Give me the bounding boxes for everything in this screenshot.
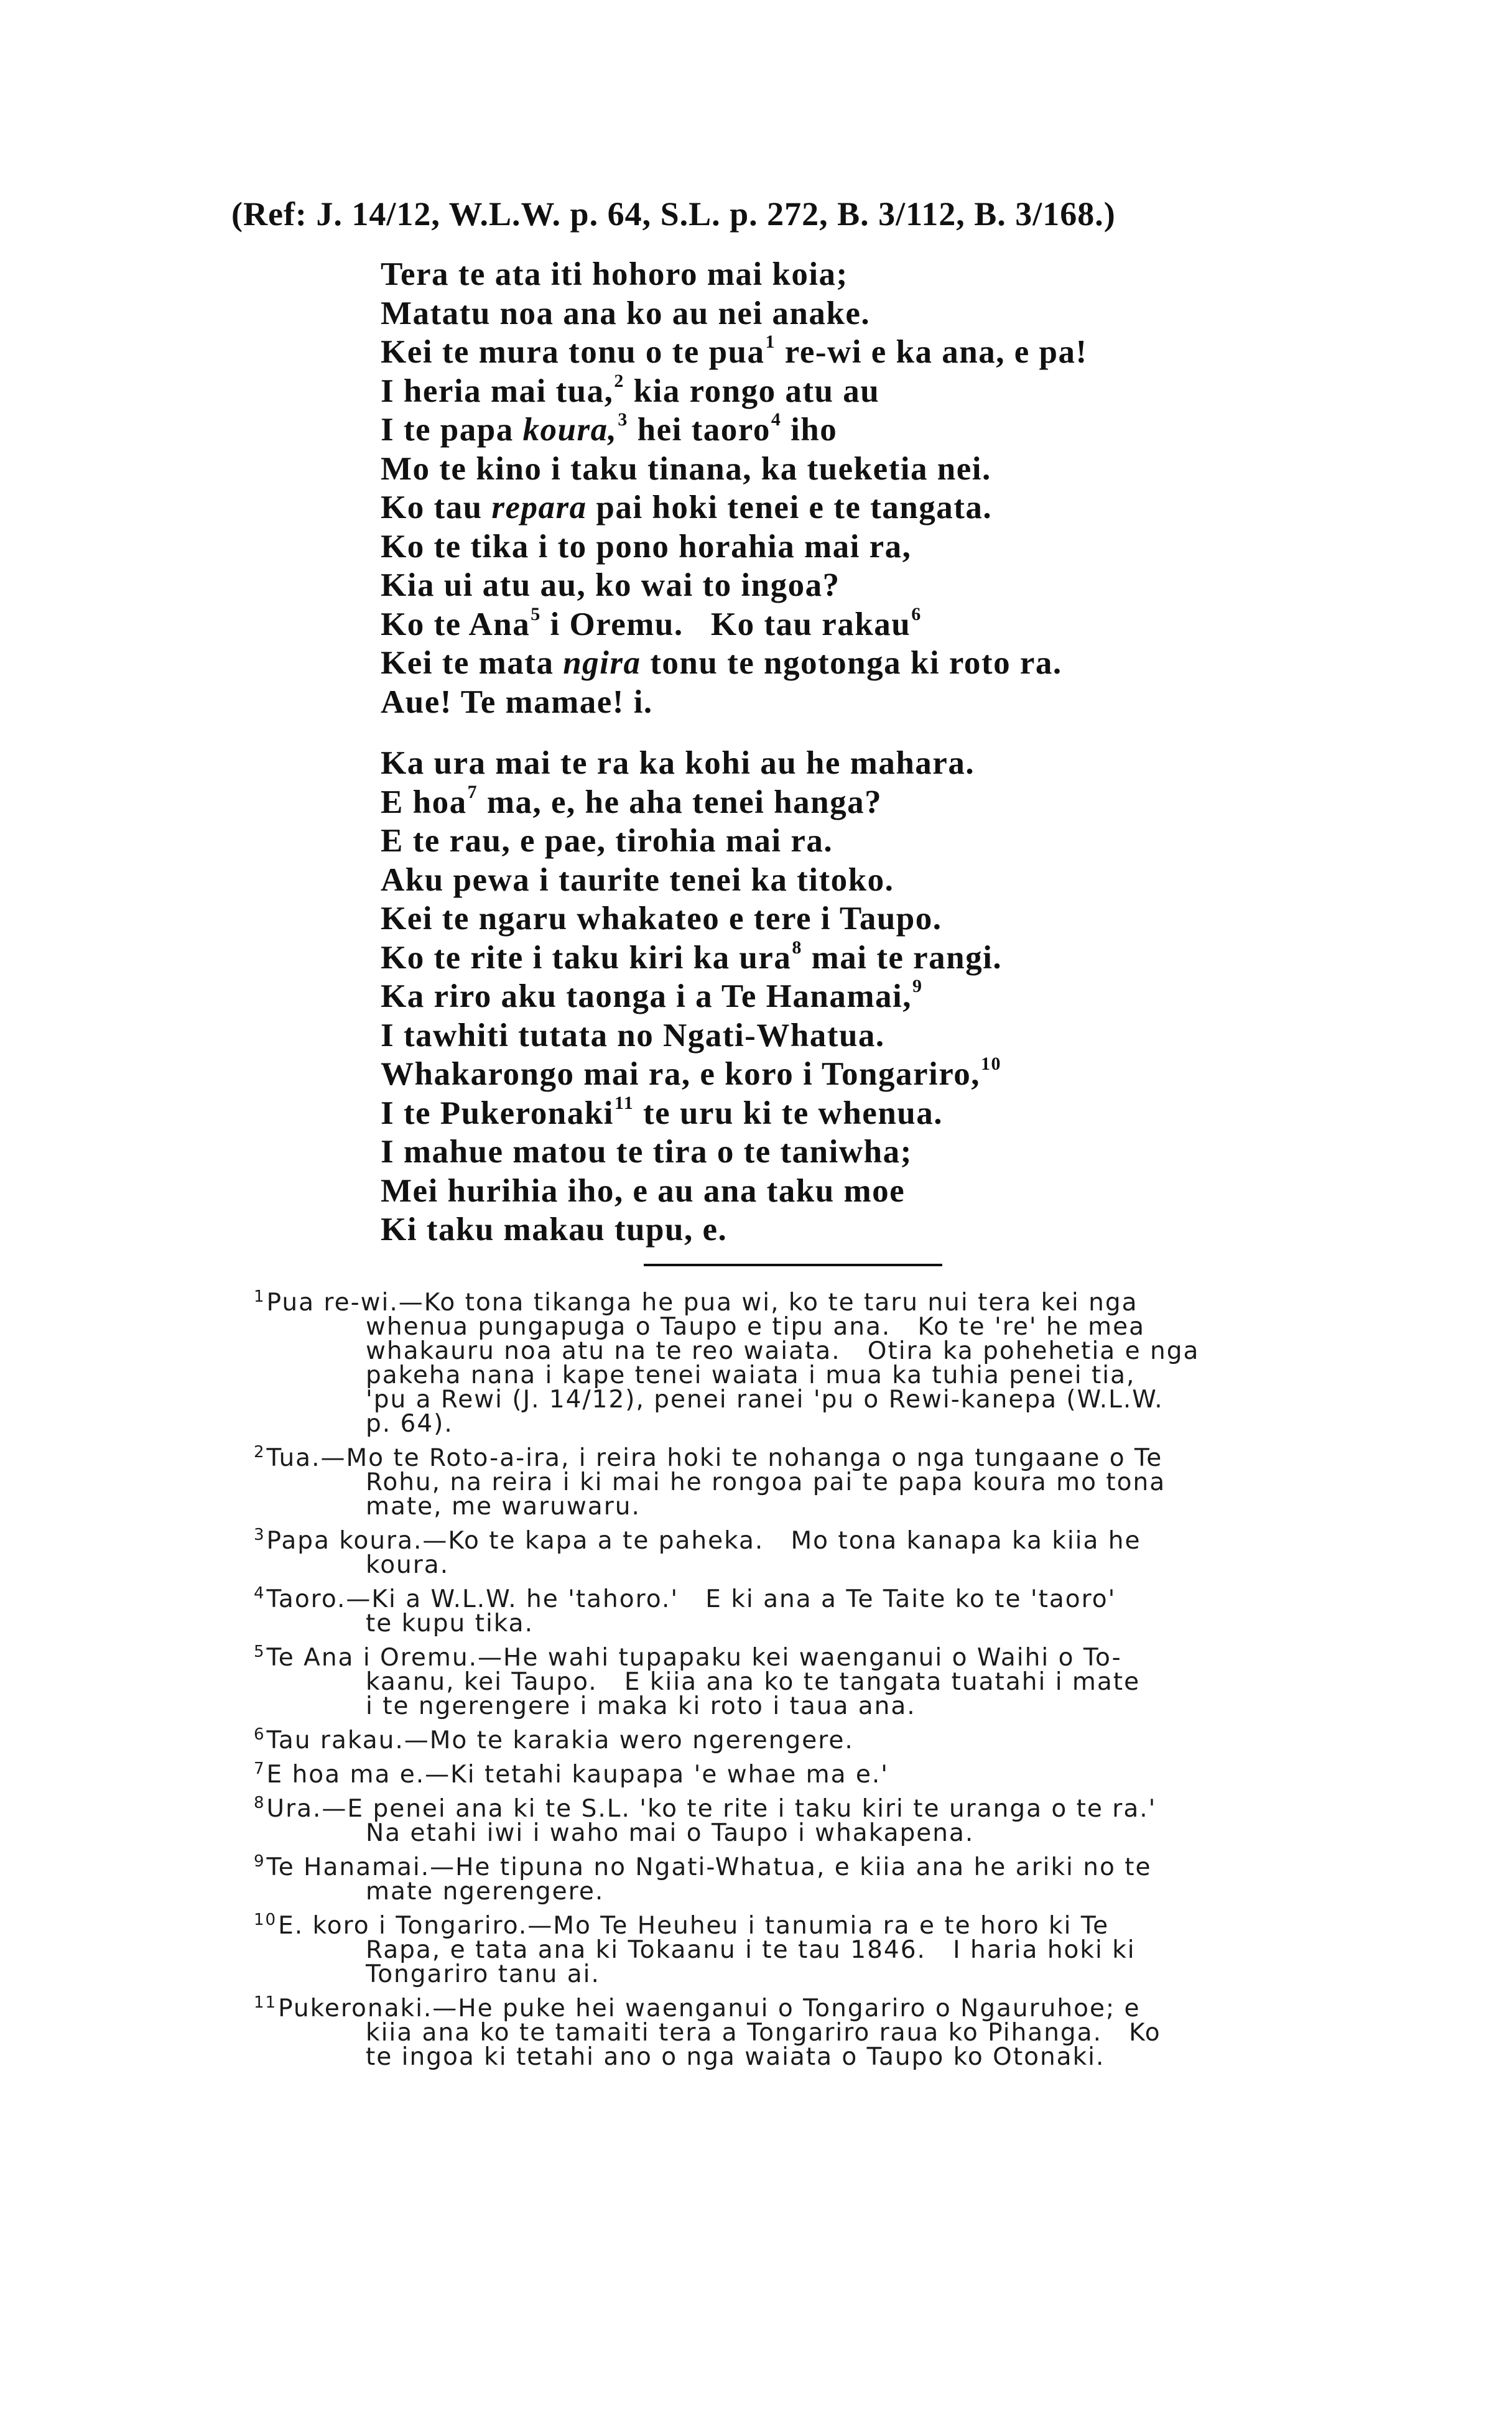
poem-line [381, 977, 1438, 1016]
poem-stanza [381, 255, 1438, 721]
footnote [254, 1993, 1348, 2071]
footnote-text: Tongariro tanu ai. [366, 1960, 600, 1988]
poem-line [381, 255, 1438, 294]
footnote-marker: 2 [614, 370, 624, 391]
footnote-number: 9 [254, 1852, 266, 1871]
footnote-line [254, 1443, 1348, 1472]
footnote-number: 8 [254, 1794, 266, 1812]
poem-line [381, 566, 1438, 605]
footnote-text: kiia ana ko te tamaiti tera a Tongariro raua ko Pihanga. Ko [366, 2019, 1161, 2047]
footnote-line [254, 1388, 1348, 1412]
poem-line [381, 450, 1438, 489]
footnote-text: i te ngerengere i maka ki roto i taua ana. [366, 1692, 916, 1720]
footnote-text: Pua re-wi.—Ko tona tikanga he pua wi, ko te taru nui tera kei nga [266, 1289, 1138, 1317]
footnote-number: 4 [254, 1584, 266, 1603]
footnote-line [254, 1287, 1348, 1317]
footnote-text: whakauru noa atu na te reo waiata. Otira ka pohehetia e nga [366, 1337, 1200, 1365]
line-text: Ka riro aku taonga i a Te Hanamai, [381, 978, 912, 1014]
footnote [254, 1526, 1348, 1579]
footnote-marker: 11 [614, 1092, 634, 1113]
footnote [254, 1643, 1348, 1720]
footnote-line [254, 1611, 1348, 1636]
italic-word: repara [491, 489, 587, 526]
footnote-line [254, 1794, 1348, 1823]
footnote-number: 3 [254, 1526, 266, 1544]
line-text: Kei te mata [381, 645, 564, 681]
footnote-text: Te Hanamai.—He tipuna no Ngati-Whatua, e kiia ana he ariki no te [266, 1853, 1152, 1881]
footnote-text: E. koro i Tongariro.—Mo Te Heuheu i tanumia ra e te horo ki Te [278, 1912, 1110, 1940]
footnote-line [254, 1315, 1348, 1339]
footnote-line [254, 1494, 1348, 1519]
poem-stanza [381, 744, 1438, 1249]
poem-line [381, 1055, 1438, 1094]
footnote-line [254, 1911, 1348, 1940]
footnote-line [254, 1694, 1348, 1718]
line-text: Ka ura mai te ra ka kohi au he mahara. [381, 745, 975, 781]
footnote-marker: 6 [911, 603, 922, 624]
poem-line [381, 822, 1438, 861]
line-text: I heria mai tua, [381, 373, 614, 409]
poem-line [381, 899, 1438, 938]
line-text: tonu te ngotonga ki roto ra. [641, 645, 1062, 681]
poem-line [381, 1016, 1438, 1055]
footnote [254, 1911, 1348, 1988]
footnote-line [254, 2045, 1348, 2069]
poem-line [381, 783, 1438, 822]
line-text: I mahue matou te tira o te taniwha; [381, 1134, 912, 1170]
footnote-line [254, 1363, 1348, 1388]
footnote-line [254, 1821, 1348, 1845]
footnote-text: Tau rakau.—Mo te karakia wero ngerengere. [266, 1726, 854, 1754]
footnote-marker: 7 [467, 781, 478, 802]
line-text: hei taoro [628, 412, 771, 448]
footnote-line [254, 1584, 1348, 1613]
line-text: iho [781, 412, 838, 448]
poem-line [381, 644, 1438, 683]
line-text: I tawhiti tutata no Ngati-Whatua. [381, 1017, 885, 1054]
line-text: Tera te ata iti hohoro mai koia; [381, 256, 848, 292]
line-text: Kei te mura tonu o te pua [381, 334, 765, 370]
footnote-text: te ingoa ki tetahi ano o nga waiata o Taupo ko Otonaki. [366, 2043, 1105, 2071]
line-text: pai hoki tenei e te tangata. [587, 489, 993, 526]
line-text: I te Pukeronaki [381, 1095, 614, 1131]
footnote-line [254, 1938, 1348, 1962]
footnote-number: 6 [254, 1725, 266, 1744]
footnote-text: pakeha nana i kape tenei waiata i mua ka tuhia penei tia, [366, 1361, 1136, 1389]
line-text: Ko tau [381, 489, 492, 526]
footnote [254, 1759, 1348, 1789]
line-text: Mei hurihia iho, e au ana taku moe [381, 1172, 906, 1209]
footnote-text: Papa koura.—Ko te kapa a te paheka. Mo tona kanapa ka kiia he [266, 1527, 1141, 1555]
footnote [254, 1794, 1348, 1847]
italic-word: ngira [563, 645, 641, 681]
footnote-number: 11 [254, 1993, 277, 2012]
footnote-marker: 9 [912, 976, 923, 996]
poem-line [381, 410, 1438, 450]
poem-line [381, 1133, 1438, 1172]
footnote-text: Pukeronaki.—He puke hei waenganui o Tongariro o Ngauruhoe; e [278, 1995, 1141, 2023]
poem-line [381, 294, 1438, 333]
footnote-text: Ura.—E penei ana ki te S.L. 'ko te rite i taku kiri te uranga o te ra.' [266, 1795, 1157, 1823]
line-text: I te papa [381, 412, 523, 448]
line-text: mai te rangi. [802, 939, 1003, 976]
footnote-line [254, 1643, 1348, 1672]
poem-line [381, 861, 1438, 900]
footnote-text: p. 64). [366, 1410, 453, 1438]
line-text: i Oremu. Ko tau rakau [540, 606, 911, 642]
poem-line [381, 333, 1438, 372]
italic-word: koura, [522, 412, 618, 448]
footnote-text: whenua pungapuga o Taupo e tipu ana. Ko te 're' he mea [366, 1313, 1146, 1341]
line-text: Whakarongo mai ra, e koro i Tongariro, [381, 1056, 981, 1092]
footnote-line [254, 1470, 1348, 1494]
footnote-line [254, 1759, 1348, 1789]
footnote-marker: 8 [792, 937, 802, 958]
line-text: Ki taku makau tupu, e. [381, 1212, 728, 1248]
line-text: Ko te rite i taku kiri ka ura [381, 939, 792, 976]
line-text: re-wi e ka ana, e pa! [776, 334, 1088, 370]
footnote-text: Tua.—Mo te Roto-a-ira, i reira hoki te nohanga o nga tungaane o Te [266, 1444, 1163, 1472]
footnote [254, 1443, 1348, 1521]
footnote-line [254, 1879, 1348, 1904]
footnote-text: Taoro.—Ki a W.L.W. he 'tahoro.' E ki ana a Te Taite ko te 'taoro' [266, 1585, 1116, 1613]
poem-line [381, 1094, 1438, 1133]
poem-line [381, 1172, 1438, 1211]
poem-line [381, 1210, 1438, 1249]
footnote-marker: 5 [531, 603, 541, 624]
line-text: Ko te Ana [381, 606, 531, 642]
footnote-text: Na etahi iwi i waho mai o Taupo i whakapena. [366, 1819, 975, 1847]
poem-line [381, 744, 1438, 783]
footnote-line [254, 1670, 1348, 1694]
poem-line [381, 938, 1438, 978]
footnote-marker: 3 [618, 409, 628, 430]
footnotes-block [254, 1287, 1348, 2079]
footnote-line [254, 1553, 1348, 1577]
footnote-separator [644, 1264, 942, 1266]
footnote-line [254, 1962, 1348, 1986]
line-text: Matatu noa ana ko au nei anake. [381, 295, 871, 331]
footnote-line [254, 1526, 1348, 1555]
footnote-line [254, 2021, 1348, 2045]
poem-line [381, 372, 1438, 411]
footnote-text: te kupu tika. [366, 1610, 534, 1638]
line-text: E te rau, e pae, tirohia mai ra. [381, 823, 833, 859]
footnote-text: koura. [366, 1551, 450, 1579]
footnote-number: 1 [254, 1287, 266, 1306]
footnote-text: mate, me waruwaru. [366, 1493, 641, 1521]
footnote-line [254, 1993, 1348, 2023]
footnote-text: E hoa ma e.—Ki tetahi kaupapa 'e whae ma e.' [266, 1761, 889, 1789]
footnote-number: 10 [254, 1911, 277, 1929]
footnote-line [254, 1725, 1348, 1754]
footnote [254, 1287, 1348, 1438]
waiata-poem [381, 255, 1438, 1249]
footnote-line [254, 1852, 1348, 1881]
line-text: kia rongo atu au [624, 373, 880, 409]
line-text: Kei te ngaru whakateo e tere i Taupo. [381, 901, 942, 937]
line-text: Ko te tika i to pono horahia mai ra, [381, 528, 912, 565]
footnote-text: 'pu a Rewi (J. 14/12), penei ranei 'pu o Rewi-kanepa (W.L.W. [366, 1386, 1164, 1414]
line-text: ma, e, he aha tenei hanga? [478, 784, 883, 820]
footnote-line [254, 1412, 1348, 1436]
footnote-text: mate ngerengere. [366, 1878, 605, 1906]
footnote-text: Te Ana i Oremu.—He wahi tupapaku kei waenganui o Waihi o To- [266, 1644, 1122, 1672]
poem-line [381, 488, 1438, 527]
footnote-marker: 1 [765, 331, 776, 352]
line-text: Aku pewa i taurite tenei ka titoko. [381, 861, 894, 898]
footnote-number: 2 [254, 1443, 266, 1462]
footnote-number: 5 [254, 1643, 266, 1661]
footnote-text: Rohu, na reira i ki mai he rongoa pai te papa koura mo tona [366, 1468, 1166, 1496]
footnote-text: Rapa, e tata ana ki Tokaanu i te tau 1846. I haria hoki ki [366, 1936, 1136, 1964]
poem-line [381, 527, 1438, 567]
footnote [254, 1852, 1348, 1906]
line-text: E hoa [381, 784, 467, 820]
line-text: te uru ki te whenua. [634, 1095, 944, 1131]
footnote-marker: 4 [771, 409, 782, 430]
footnote [254, 1725, 1348, 1754]
poem-line [381, 605, 1438, 644]
line-text: Mo te kino i taku tinana, ka tueketia nei. [381, 450, 991, 487]
reference-line: (Ref: J. 14/12, W.L.W. p. 64, S.L. p. 272, B. 3/112, B. 3/168.) [231, 195, 1116, 233]
footnote-line [254, 1339, 1348, 1363]
poem-line [381, 683, 1438, 722]
footnote-marker: 10 [981, 1054, 1002, 1074]
footnote [254, 1584, 1348, 1638]
footnote-number: 7 [254, 1759, 266, 1778]
line-text: Kia ui atu au, ko wai to ingoa? [381, 567, 840, 603]
line-text: Aue! Te mamae! i. [381, 683, 653, 720]
footnote-text: kaanu, kei Taupo. E kiia ana ko te tangata tuatahi i mate [366, 1668, 1141, 1696]
